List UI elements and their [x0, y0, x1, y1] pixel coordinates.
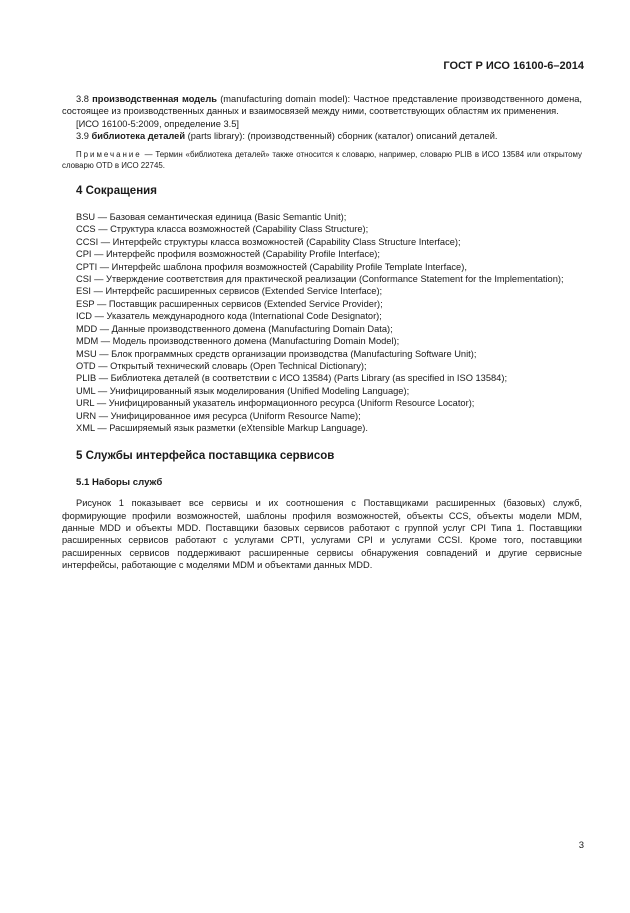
note-text: — Термин «библиотека деталей» также относится к словарю, например, словарю PLIB в ИСО 13584 или открытому словарю OTD в ИСО 22745.: [62, 149, 582, 170]
definition-text: (manufacturing domain model): Частное представление производственного домена, состоящее из производственных данных и взаимосвязей между ними, соответствующих областям их применения.: [62, 94, 582, 117]
definition-term: производственная модель: [92, 94, 217, 104]
list-item: UML — Унифицированный язык моделирования (Unified Modeling Language);: [76, 385, 410, 396]
list-item: URL — Унифицированный указатель информационного ресурса (Uniform Resource Locator);: [76, 398, 475, 409]
page-content: [62, 93, 582, 572]
list-item: MDM — Модель производственного домена (Manufacturing Domain Model);: [76, 336, 400, 347]
list-item: PLIB — Библиотека деталей (в соответствии с ИСО 13584) (Parts Library (as specified in ISO 13584);: [76, 373, 508, 384]
list-item: CSI — Утверждение соответствия для практической реализации (Conformance Statement for the Implementation);: [76, 274, 564, 285]
definition-number: 3.9: [76, 131, 89, 142]
list-item: MDD — Данные производственного домена (Manufacturing Domain Data);: [76, 323, 393, 334]
definition-text: (parts library): (производственный) сборник (каталог) описаний деталей.: [187, 131, 498, 142]
definition-3-9: [62, 130, 582, 142]
standard-header: ГОСТ Р ИСО 16100-6–2014: [443, 60, 584, 72]
subsection-5-1-title: 5.1 Наборы служб: [76, 476, 163, 488]
definition-3-8: [62, 93, 582, 118]
list-item: ESP — Поставщик расширенных сервисов (Extended Service Provider);: [76, 298, 383, 309]
list-item: URN — Унифицированное имя ресурса (Uniform Resource Name);: [76, 410, 361, 421]
note: [62, 149, 582, 171]
list-item: BSU — Базовая семантическая единица (Basic Semantic Unit);: [76, 212, 347, 223]
definition-reference: [ИСО 16100-5:2009, определение 3.5]: [76, 118, 239, 129]
list-item: CPTI — Интерфейс шаблона профиля возможностей (Capability Profile Template Interface),: [76, 261, 467, 272]
list-item: CPI — Интерфейс профиля возможностей (Capability Profile Interface);: [76, 249, 380, 260]
page-number: 3: [578, 840, 584, 851]
definition-number: 3.8: [76, 94, 89, 104]
list-item: ESI — Интерфейс расширенных сервисов (Extended Service Interface);: [76, 286, 383, 297]
list-item: XML — Расширяемый язык разметки (eXtensible Markup Language).: [76, 422, 368, 433]
section-5-title: 5 Службы интерфейса поставщика сервисов: [76, 450, 335, 463]
note-label: Примечание: [76, 149, 142, 159]
list-item: ICD — Указатель международного кода (International Code Designator);: [76, 311, 382, 322]
abbreviations-list: [62, 211, 582, 434]
list-item: CCSI — Интерфейс структуры класса возможностей (Capability Class Structure Interface);: [76, 236, 461, 247]
section-4-title: 4 Сокращения: [76, 184, 157, 197]
list-item: MSU — Блок программных средств организации производства (Manufacturing Software Unit);: [76, 348, 477, 359]
definition-term: библиотека деталей: [91, 131, 186, 142]
list-item: OTD — Открытый технический словарь (Open Technical Dictionary);: [76, 360, 367, 371]
section-5-1-paragraph: Рисунок 1 показывает все сервисы и их соотношения с Поставщиками расширенных (базовых) служб, формирующие профили возможностей, шаблоны профиля возможностей, объекты CCS, объекты модели MDM, данные MDD и объекты MDD. Поставщики базовых сервисов работают с группой услуг CPI Типа 1. Поставщики расширенных сервисов работают с услугами CPTI, услугами CPI и услугами CCSI. Кроме того, поставщики расширенных сервисов поддерживают расширенные сервисы обнаружения совпадений и другие сервисные интерфейсы, работающие с моделями MDM и объектами данных MDD.: [62, 498, 582, 571]
list-item: CCS — Структура класса возможностей (Capability Class Structure);: [76, 224, 369, 235]
